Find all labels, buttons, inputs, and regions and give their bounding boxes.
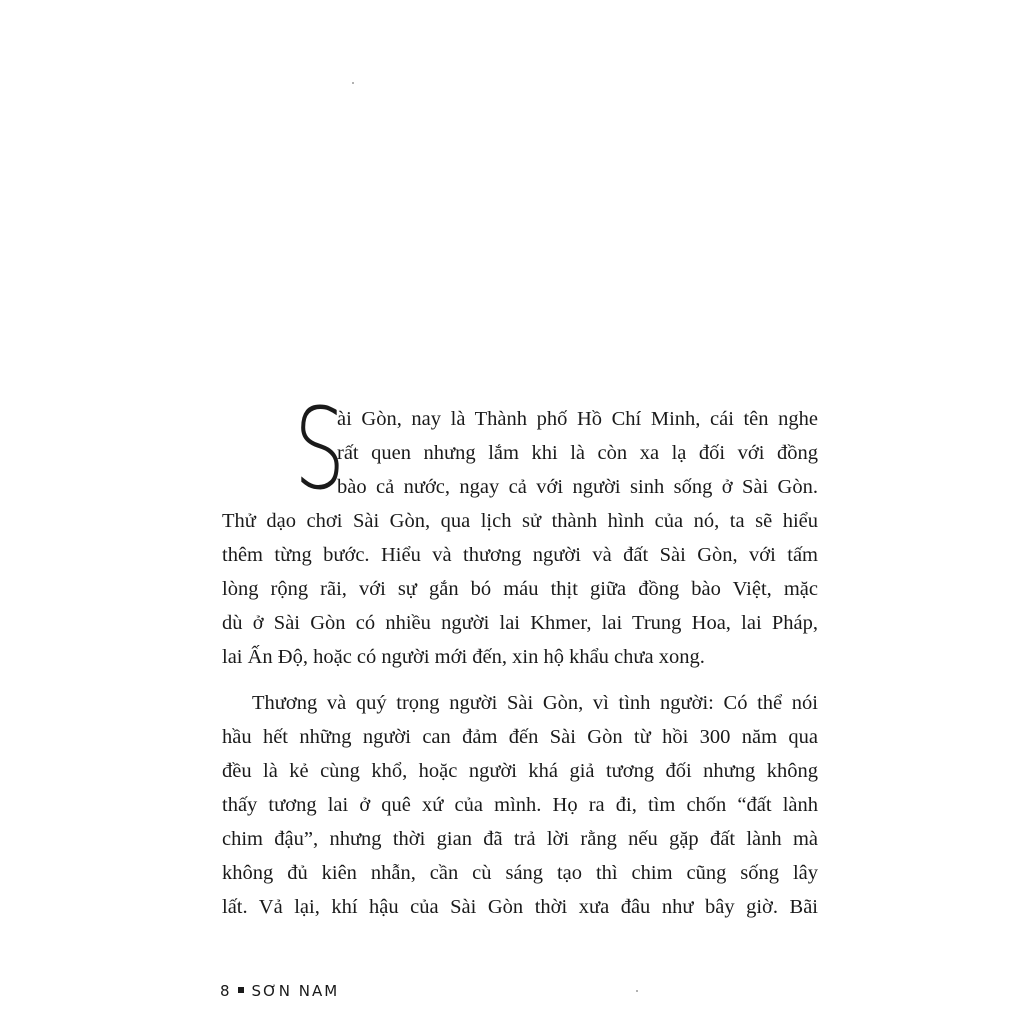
text-line: thêm từng bước. Hiểu và thương người và đất Sài Gòn, với tấm [222, 544, 818, 566]
footer-separator [238, 987, 244, 993]
text-line: chim đậu”, nhưng thời gian đã trả lời rằng nếu gặp đất lành mà [222, 828, 818, 850]
page-number: 8 [220, 982, 232, 1000]
page-footer [220, 982, 339, 1000]
text-line: đều là kẻ cùng khổ, hoặc người khá giả tương đối nhưng không [222, 760, 818, 782]
text-line: lai Ấn Độ, hoặc có người mới đến, xin hộ khẩu chưa xong. [222, 646, 705, 668]
text-line: dù ở Sài Gòn có nhiều người lai Khmer, lai Trung Hoa, lai Pháp, [222, 612, 818, 634]
paper-speck [636, 990, 638, 992]
text-line: bào cả nước, ngay cả với người sinh sống ở Sài Gòn. [337, 476, 818, 498]
paragraph-second [222, 686, 818, 924]
text-line: hầu hết những người can đảm đến Sài Gòn từ hồi 300 năm qua [222, 726, 818, 748]
text-line: ài Gòn, nay là Thành phố Hồ Chí Minh, cái tên nghe [337, 408, 818, 430]
paper-speck [352, 82, 354, 84]
text-line: Thương và quý trọng người Sài Gòn, vì tình người: Có thể nói [252, 692, 818, 714]
text-line: thấy tương lai ở quê xứ của mình. Họ ra đi, tìm chốn “đất lành [222, 794, 818, 816]
text-line: lòng rộng rãi, với sự gắn bó máu thịt giữa đồng bào Việt, mặc [222, 578, 818, 600]
paragraph-first [222, 385, 818, 674]
text-line: không đủ kiên nhẫn, cần cù sáng tạo thì chim cũng sống lây [222, 862, 818, 884]
author-name: SƠN NAM [251, 982, 340, 1000]
text-line: rất quen nhưng lắm khi là còn xa lạ đối với đồng [337, 442, 818, 464]
body-text [222, 385, 818, 924]
drop-cap: S [294, 385, 346, 515]
text-line: lất. Vả lại, khí hậu của Sài Gòn thời xưa đâu như bây giờ. Bãi [222, 896, 818, 918]
text-line: Thử dạo chơi Sài Gòn, qua lịch sử thành hình của nó, ta sẽ hiểu [222, 510, 818, 532]
